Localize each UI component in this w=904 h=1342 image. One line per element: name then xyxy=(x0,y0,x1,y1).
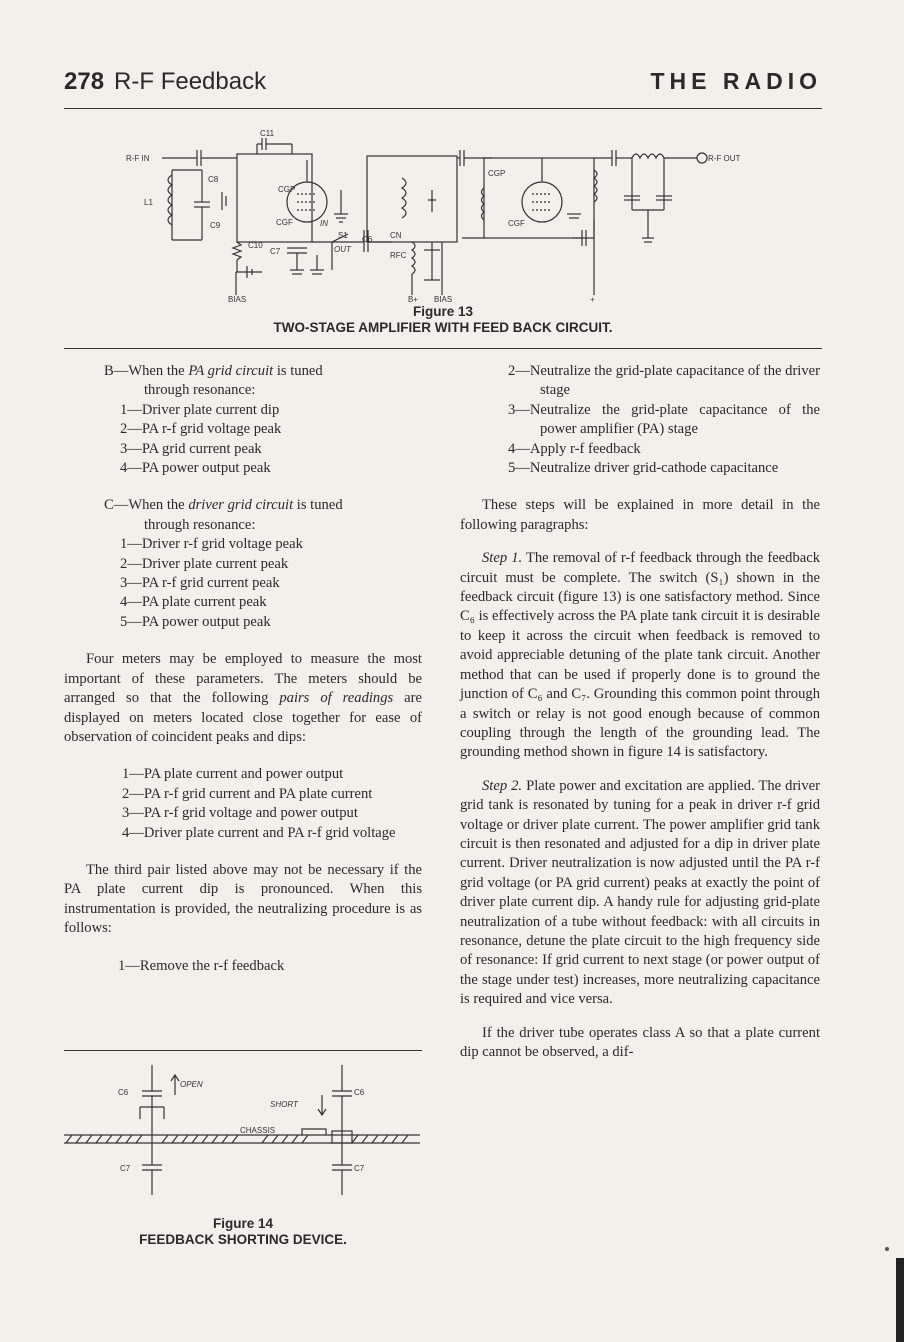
step1-text: The removal of r-f feedback through the feedback circuit must be complete. The switch (S₁) shown in the feedback circuit (figure 13) is one satisfactory method. Since C₆ is effectively across the PA plate tank circuit it is desirable to keep it across the circuit when feedback is removed to avoid appreciable detuning of the plate tank circuit. Another method that can be used if properly done is to ground the junction of C₆ and C₇. Grounding this common point through a switch or relay is not good enough because of common coupling through the length of the grounding lead. The grounding method shown in figure 14 is satisfactory. xyxy=(460,550,820,761)
page-edge-bar xyxy=(896,1258,904,1342)
step1-label: Step 1. xyxy=(482,550,523,567)
b-heading xyxy=(64,362,422,381)
figure14-top-rule xyxy=(64,1050,422,1051)
step2-label: Step 2. xyxy=(482,777,523,794)
label-out: OUT xyxy=(334,245,351,254)
figure13-rule xyxy=(64,348,822,349)
para-step-1 xyxy=(460,549,820,762)
para-intro: These steps will be explained in more detail in the following paragraphs: xyxy=(460,497,820,533)
figure13-schematic xyxy=(112,130,812,308)
para-third-pair: The third pair listed above may not be necessary if the PA plate current dip is pronounced. When this instrumentation is provided, the neutralizing procedure is as follows: xyxy=(64,861,422,937)
procedure-step-5: 5—Neutralize driver grid-cathode capacitance xyxy=(508,460,779,477)
label-rf-out: R-F OUT xyxy=(708,154,741,163)
b-item-4: 4—PA power output peak xyxy=(120,460,271,477)
label-chassis: CHASSIS xyxy=(240,1126,276,1135)
c-item-3: 3—PA r-f grid current peak xyxy=(120,575,280,592)
c-heading xyxy=(64,496,422,515)
label-cn: CN xyxy=(390,231,402,240)
label-c11: C11 xyxy=(260,130,275,138)
label-c6-left: C6 xyxy=(118,1088,129,1097)
header-left xyxy=(64,68,266,96)
procedure-step-4: 4—Apply r-f feedback xyxy=(508,440,641,457)
label-c10: C10 xyxy=(248,241,263,250)
b-head-text: B—When the xyxy=(104,363,189,379)
c-item-5: 5—PA power output peak xyxy=(120,613,271,630)
pair-3: 3—PA r-f grid voltage and power output xyxy=(122,805,358,822)
left-column xyxy=(64,362,422,976)
label-s1: S1 xyxy=(338,231,348,240)
header-rule xyxy=(64,108,822,109)
para-four-meters xyxy=(64,650,422,747)
label-c7-right: C7 xyxy=(354,1164,365,1173)
para1-emph: pairs of readings xyxy=(279,690,394,707)
label-plus: + xyxy=(590,295,595,304)
label-cgp-2: CGP xyxy=(488,169,506,178)
figure13-title: TWO-STAGE AMPLIFIER WITH FEED BACK CIRCUIT. xyxy=(273,320,613,335)
label-cgp: CGP xyxy=(278,185,296,194)
step2-text: Plate power and excitation are applied. The driver grid tank is resonated by tuning for a peak in driver r-f grid voltage or driver plate current. The power amplifier grid tank circuit is then resonated and adjusted for a dip in driver plate current. Driver neutralization is now adjusted until the PA r-f grid voltage (or PA grid current) peaks at exactly the point of driver plate current dip. A handy rule for adjusting grid-plate neutralization of a tube without feedback: with all circuits in resonance, detune the plate circuit to the high frequency side of resonance: If grid current to next stage (or power output of the stage under test) increases, more neutralizing capacitance is required and vice versa. xyxy=(460,777,820,1008)
label-c9: C9 xyxy=(210,221,221,230)
procedure-step-1: 1—Remove the r-f feedback xyxy=(118,957,285,974)
label-cgf-2: CGF xyxy=(508,219,525,228)
b-item-1: 1—Driver plate current dip xyxy=(120,401,280,418)
figure14-caption xyxy=(64,1216,422,1248)
label-bias-1: BIAS xyxy=(228,295,247,304)
para1-text: Four meters may be employed to measure the most important of these parameters. The meters should be arranged so that the following xyxy=(64,651,422,707)
c-item-1: 1—Driver r-f grid voltage peak xyxy=(120,536,303,553)
para-last: If the driver tube operates class A so that a plate current dip cannot be observed, a dif- xyxy=(460,1024,820,1060)
page-number: 278 xyxy=(64,68,105,95)
page-header xyxy=(64,68,822,102)
label-rfc: RFC xyxy=(390,251,407,260)
c-item-2: 2—Driver plate current peak xyxy=(120,555,289,572)
label-bias-2: BIAS xyxy=(434,295,453,304)
label-c7-left: C7 xyxy=(120,1164,131,1173)
pair-1: 1—PA plate current and power output xyxy=(122,766,344,783)
figure14-title: FEEDBACK SHORTING DEVICE. xyxy=(139,1232,347,1247)
para1-tail: are displayed on meters located close together for ease of observation of coincident peaks and dips: xyxy=(64,690,422,745)
b-head-emph: PA grid circuit xyxy=(188,363,274,379)
figure13-caption xyxy=(64,304,822,336)
c-heading-cont: through resonance: xyxy=(144,516,256,533)
label-rf-in: R-F IN xyxy=(126,154,150,163)
label-c8: C8 xyxy=(208,175,219,184)
c-head-text: C—When the xyxy=(104,497,189,514)
para-step-2 xyxy=(460,777,820,1010)
label-b-plus: B+ xyxy=(408,295,419,304)
label-short: SHORT xyxy=(270,1100,298,1109)
figure13-number: Figure 13 xyxy=(412,304,474,319)
procedure-step-2: 2—Neutralize the grid-plate capacitance of the driver stage xyxy=(508,363,820,399)
pair-4: 4—Driver plate current and PA r-f grid voltage xyxy=(122,824,396,841)
label-c7: C7 xyxy=(270,247,281,256)
b-head-tail: is tuned xyxy=(273,363,323,379)
b-heading-cont: through resonance: xyxy=(144,382,256,399)
margin-mark xyxy=(885,1247,889,1251)
section-title: R-F Feedback xyxy=(114,68,267,95)
label-c6-right: C6 xyxy=(354,1088,365,1097)
label-c6: C6 xyxy=(362,235,373,244)
magazine-title: THE RADIO xyxy=(650,68,822,94)
right-column xyxy=(460,362,820,1062)
c-item-4: 4—PA plate current peak xyxy=(120,594,267,611)
procedure-step-3: 3—Neutralize the grid-plate capacitance of the power amplifier (PA) stage xyxy=(508,401,820,438)
c-head-tail: is tuned xyxy=(293,497,343,514)
label-open: OPEN xyxy=(180,1080,203,1089)
label-cgf: CGF xyxy=(276,218,293,227)
label-l1: L1 xyxy=(144,198,153,207)
figure14-diagram xyxy=(62,1055,422,1205)
c-head-emph: driver grid circuit xyxy=(188,497,294,514)
b-item-3: 3—PA grid current peak xyxy=(120,440,262,457)
pair-2: 2—PA r-f grid current and PA plate current xyxy=(122,785,373,802)
b-item-2: 2—PA r-f grid voltage peak xyxy=(120,421,282,438)
label-in: IN xyxy=(320,219,328,228)
figure14-number: Figure 14 xyxy=(212,1216,274,1231)
